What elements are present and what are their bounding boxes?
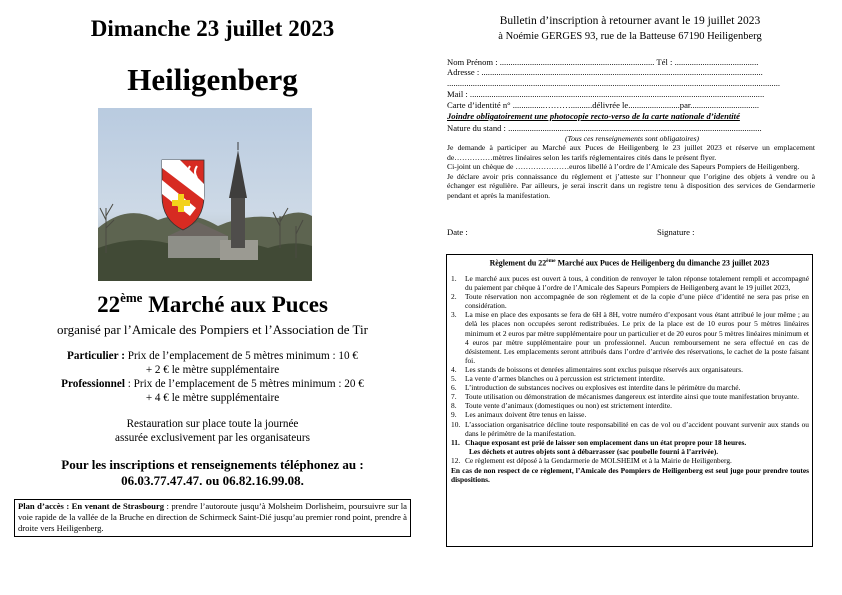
access-text: : prendre l’autoroute jusqu’à Molsheim Dorlisheim, poursuivre sur la voie rapide de la vallée de la Bruche en direction de Schirmeck Saint-Dié jusqu’au premier rond point, prendre à droite vers Heiligenberg.	[18, 501, 407, 534]
form-header-line-1: Bulletin d’inscription à retourner avant le 19 juillet 2023	[499, 15, 761, 27]
rule-item	[451, 410, 809, 419]
rules-title-b: Marché aux Puces de Heiligenberg du dimanche 23 juillet 2023	[555, 258, 770, 268]
rule-item	[451, 292, 809, 310]
date-label[interactable]: Date :	[447, 227, 468, 237]
contact-info	[0, 457, 425, 489]
rule-text: Les animaux doivent être tenus en laisse.	[465, 410, 587, 420]
rules-title-a: Règlement du 22	[489, 258, 547, 268]
rules-list	[451, 274, 809, 484]
signature-label[interactable]: Signature :	[657, 227, 695, 237]
field-nature-stand[interactable]: Nature du stand : ......................................................................................................................	[447, 123, 762, 133]
rule-11-text-a: Chaque exposant est prié de laisser son emplacement dans un état propre pour 18 heures.	[465, 437, 747, 447]
access-plan-box	[14, 499, 411, 537]
field-mail[interactable]: Mail : .........................................................................................................................................	[447, 89, 765, 99]
rule-text: Le marché aux puces est ouvert à tous, à condition de renvoyer le talon réponse totalement rempli et accompagné du paiement par chèque à l’ordre de l’Amicale des Sapeurs Pompiers de Heiligenberg avant le 19 juillet 2023,	[465, 274, 809, 293]
declaration-text	[447, 143, 815, 201]
rule-item	[451, 274, 809, 292]
declaration-para-2: Ci-joint un chèque de …………………euros libellé à l’ordre de l’Amicale des Sapeurs Pompiers de Heiligenberg.	[447, 162, 800, 172]
restauration-info	[0, 417, 425, 445]
rule-number: 3.	[451, 310, 457, 320]
rules-title	[447, 258, 812, 268]
rule-number: 9.	[451, 410, 457, 420]
rule-number: 10.	[451, 419, 461, 429]
rule-text: Les stands de boissons et denrées alimentaires sont exclus puisque réservés aux organisateurs.	[465, 364, 743, 374]
village-photo	[98, 108, 312, 281]
phone-numbers: 06.03.77.47.47. ou 06.82.16.99.08.	[121, 473, 304, 488]
contact-line: Pour les inscriptions et renseignements téléphonez au :	[61, 457, 364, 472]
pro-text: : Prix de l’emplacement de 5 mètres minimum : 20 €	[124, 378, 364, 390]
rule-number: 2.	[451, 292, 457, 302]
rule-text: Toute vente d’animaux (domestiques ou non) est strictement interdite.	[465, 401, 672, 411]
restauration-line-2: assurée exclusivement par les organisateurs	[115, 432, 310, 444]
field-adresse[interactable]: Adresse : ...................................................................................................................................	[447, 67, 763, 77]
restauration-line-1: Restauration sur place toute la journée	[126, 418, 299, 430]
declaration-para-1: Je demande à participer au Marché aux Puces de Heiligenberg le 23 juillet 2023 et réserve un emplacement de……………mètres linéaires selon les tarifs réglementaires cités dans le présent flyer.	[447, 143, 815, 162]
rules-box	[446, 254, 813, 547]
rule-text: L’association organisatrice décline toute responsabilité en cas de vol ou d’accident pouvant survenir aux stands ou dans le périmètre de la manifestation.	[465, 419, 809, 438]
form-header-line-2: à Noémie GERGES 93, rue de la Batteuse 67190 Heiligenberg	[498, 31, 762, 42]
field-carte-identite[interactable]: Carte d’identité n° ...............………..........délivrée le........................par................................	[447, 100, 760, 110]
rule-number: 12.	[451, 455, 461, 465]
price-pro-extra: + 4 € le mètre supplémentaire	[145, 392, 280, 404]
field-nom-tel[interactable]: Nom Prénom : ........................................................................ Tél : .......................................	[447, 57, 759, 67]
rule-number: 4.	[451, 364, 457, 374]
declaration-para-3: Je déclare avoir pris connaissance du règlement et j’atteste sur l’honneur que l’origine des objets à vendre ou à échanger est régulière. Par ailleurs, je serai inscrit dans un registre tenu à disposition des services de Gendarmerie pendant et après la manifestation.	[447, 171, 815, 200]
rule-text	[465, 438, 809, 456]
flyer-town-title: Heiligenberg	[127, 62, 298, 97]
rule-text: La vente d’armes blanches ou à percussion est strictement interdite.	[465, 374, 665, 384]
rules-title-sup: ème	[546, 258, 556, 264]
village-church-image	[98, 108, 312, 281]
rule-11-text-b: Les déchets et autres objets sont à débarrasser (sac poubelle fourni à l’arrivée).	[469, 446, 719, 456]
rule-item	[451, 420, 809, 438]
rule-number: 7.	[451, 392, 457, 402]
access-label: Plan d’accès : En venant de Strasbourg	[18, 501, 165, 511]
event-suffix: ème	[120, 290, 143, 305]
rule-number: 6.	[451, 383, 457, 393]
photocopy-notice: Joindre obligatoirement une photocopie recto-verso de la carte nationale d’identité	[447, 111, 740, 121]
rule-item-11	[451, 438, 809, 456]
rule-item-12	[451, 456, 809, 465]
field-adresse-2[interactable]: ...........................................................................................................................................................	[447, 78, 781, 88]
price-particulier	[0, 350, 425, 362]
rule-number: 5.	[451, 374, 457, 384]
rule-item	[451, 401, 809, 410]
rule-text: Toute réservation non accompagnée de son règlement et de la copie d’une pièce d’identité ne sera pas prise en considération.	[465, 292, 809, 311]
rules-items	[451, 274, 809, 438]
event-name: Marché aux Puces	[148, 292, 328, 317]
required-note: (Tous ces renseignements sont obligatoires)	[564, 134, 700, 143]
rule-item	[451, 383, 809, 392]
event-number: 22	[97, 292, 121, 317]
price-particulier-extra: + 2 € le mètre supplémentaire	[145, 364, 280, 376]
rules-final-note: En cas de non respect de ce règlement, l’Amicale des Pompiers de Heiligenberg est seul juge pour prendre toutes dispositions.	[451, 465, 809, 485]
rule-item	[451, 310, 809, 365]
rule-number: 1.	[451, 274, 457, 283]
flyer-date: Dimanche 23 juillet 2023	[90, 16, 335, 41]
event-title	[0, 292, 425, 318]
rule-text: La mise en place des exposants se fera de 6H à 8H, votre numéro d’exposant vous étant attribué le jour même ; au delà les places non occupées seront redistribuées. Le prix de la place est de 10 euros pour 5 mètres linéaires minimum et 2 euros par mètre supplémentaire pour un particulier et de 20 euros pour 5 mètres linéaires minimum et 4 euros par mètre supplémentaire pour un professionnel. Aucun remboursement ne sera effectué en cas de désistement. Les emplacements seront attribués dans l’ordre d’arrivée des réservations, le cachet de la poste faisant foi.	[465, 310, 809, 365]
rule-number: 11.	[451, 437, 460, 447]
rule-text: Toute utilisation ou démonstration de mécanismes dangereux est interdite ainsi que toute manifestation bruyante.	[465, 392, 800, 402]
rule-number: 8.	[451, 401, 457, 411]
rule-item	[451, 374, 809, 383]
particulier-label: Particulier :	[67, 350, 125, 362]
price-pro	[0, 378, 425, 390]
rule-item	[451, 392, 809, 401]
organizer-line: organisé par l’Amicale des Pompiers et l’Association de Tir	[57, 322, 368, 337]
pro-label: Professionnel	[61, 378, 125, 390]
rule-text: Ce règlement est déposé à la Gendarmerie de MOLSHEIM et à la Mairie de Heiligenberg.	[465, 455, 732, 465]
particulier-text: Prix de l’emplacement de 5 mètres minimum : 10 €	[124, 350, 358, 362]
rule-text: L’introduction de substances nocives ou explosives est interdite dans le périmètre du marché.	[465, 383, 741, 393]
rule-item	[451, 365, 809, 374]
